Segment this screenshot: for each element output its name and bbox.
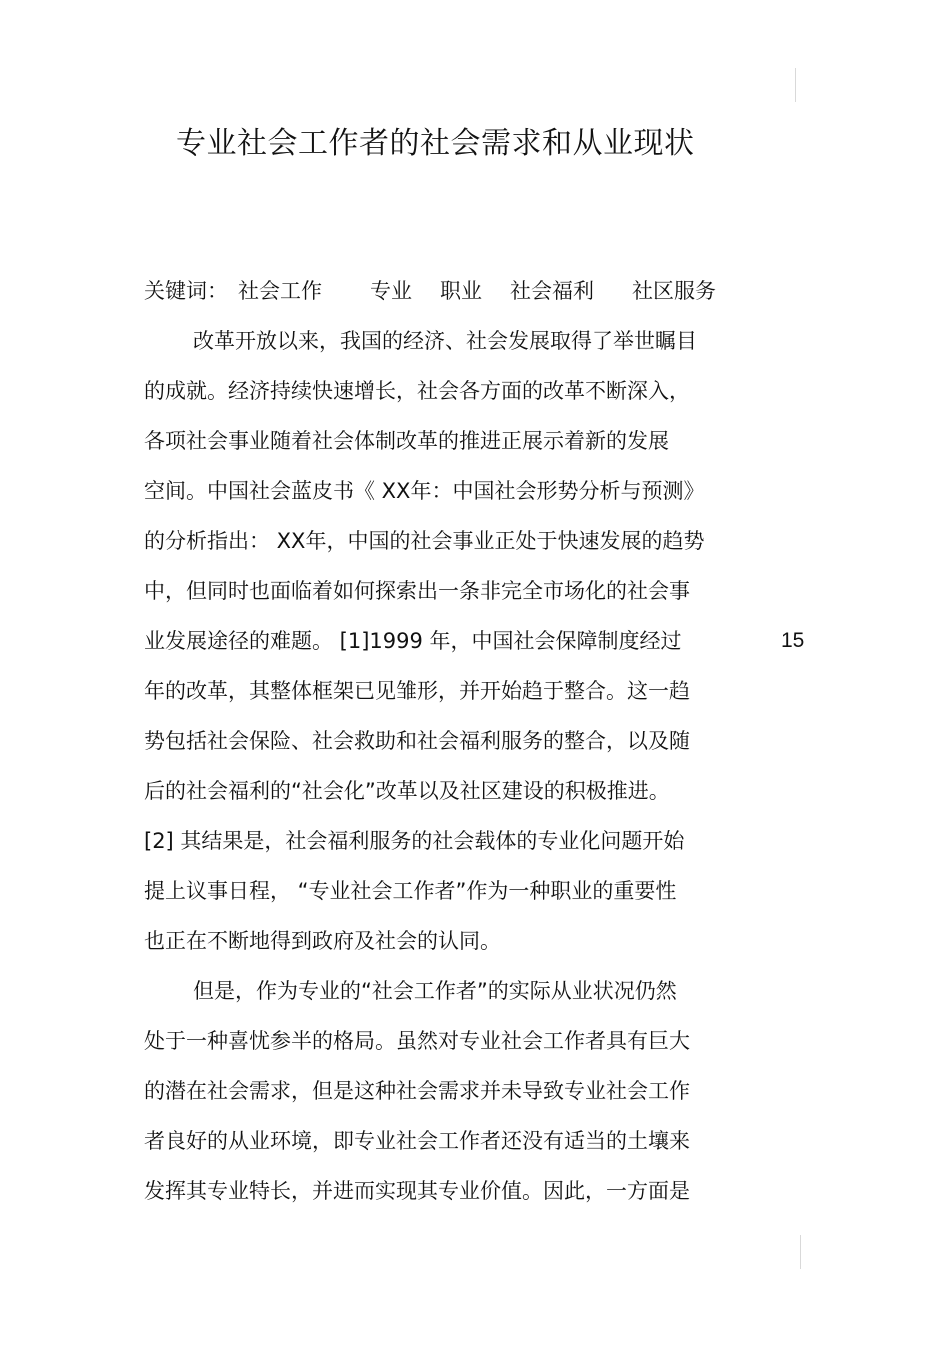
paragraph-line: 也正在不断地得到政府及社会的认同。: [144, 929, 501, 953]
paragraph-line: 年的改革，其整体框架已见雏形，并开始趋于整合。这一趋: [144, 679, 690, 703]
keyword-item: 职业: [440, 279, 482, 303]
keywords-line: [144, 274, 716, 308]
paragraph-line: 后的社会福利的“社会化”改革以及社区建设的积极推进。: [144, 779, 670, 803]
keyword-item: 社区服务: [632, 279, 716, 303]
paragraph-line: 处于一种喜忧参半的格局。虽然对专业社会工作者具有巨大: [144, 1029, 690, 1053]
paragraph-line: 业发展途径的难题。 [1]1999 年，中国社会保障制度经过: [144, 629, 682, 653]
paragraph-line: 的成就。经济持续快速增长，社会各方面的改革不断深入，: [144, 379, 690, 403]
overflow-number: 15: [781, 629, 805, 652]
paragraph-line: [2] 其结果是，社会福利服务的社会载体的专业化问题开始: [144, 829, 685, 853]
paragraph-line: 提上议事日程， “专业社会工作者”作为一种职业的重要性: [144, 879, 677, 903]
paragraph-line: 者良好的从业环境，即专业社会工作者还没有适当的土壤来: [144, 1129, 690, 1153]
paragraph-line: 中，但同时也面临着如何探索出一条非完全市场化的社会事: [144, 579, 690, 603]
paragraph-line: 空间。中国社会蓝皮书《 XX年：中国社会形势分析与预测》: [144, 479, 705, 503]
paragraph-line: 改革开放以来，我国的经济、社会发展取得了举世瞩目: [193, 329, 697, 353]
keyword-item: 专业: [370, 279, 412, 303]
margin-mark-top: [795, 68, 796, 102]
paragraph-line: 的分析指出： XX年，中国的社会事业正处于快速发展的趋势: [144, 529, 705, 553]
paragraph-line: 各项社会事业随着社会体制改革的推进正展示着新的发展: [144, 429, 669, 453]
margin-mark-bottom: [800, 1235, 801, 1269]
keyword-item: 社会福利: [510, 279, 594, 303]
keyword-item: 社会工作: [238, 279, 322, 303]
paragraph-line: 但是，作为专业的“社会工作者”的实际从业状况仍然: [193, 979, 677, 1003]
paragraph-line: 势包括社会保险、社会救助和社会福利服务的整合，以及随: [144, 729, 690, 753]
paragraph-line: 的潜在社会需求，但是这种社会需求并未导致专业社会工作: [144, 1079, 690, 1103]
page-title: 专业社会工作者的社会需求和从业现状: [176, 126, 695, 161]
keywords-label: 关键词：: [144, 279, 228, 303]
paragraph-line: 发挥其专业特长，并进而实现其专业价值。因此，一方面是: [144, 1179, 690, 1203]
